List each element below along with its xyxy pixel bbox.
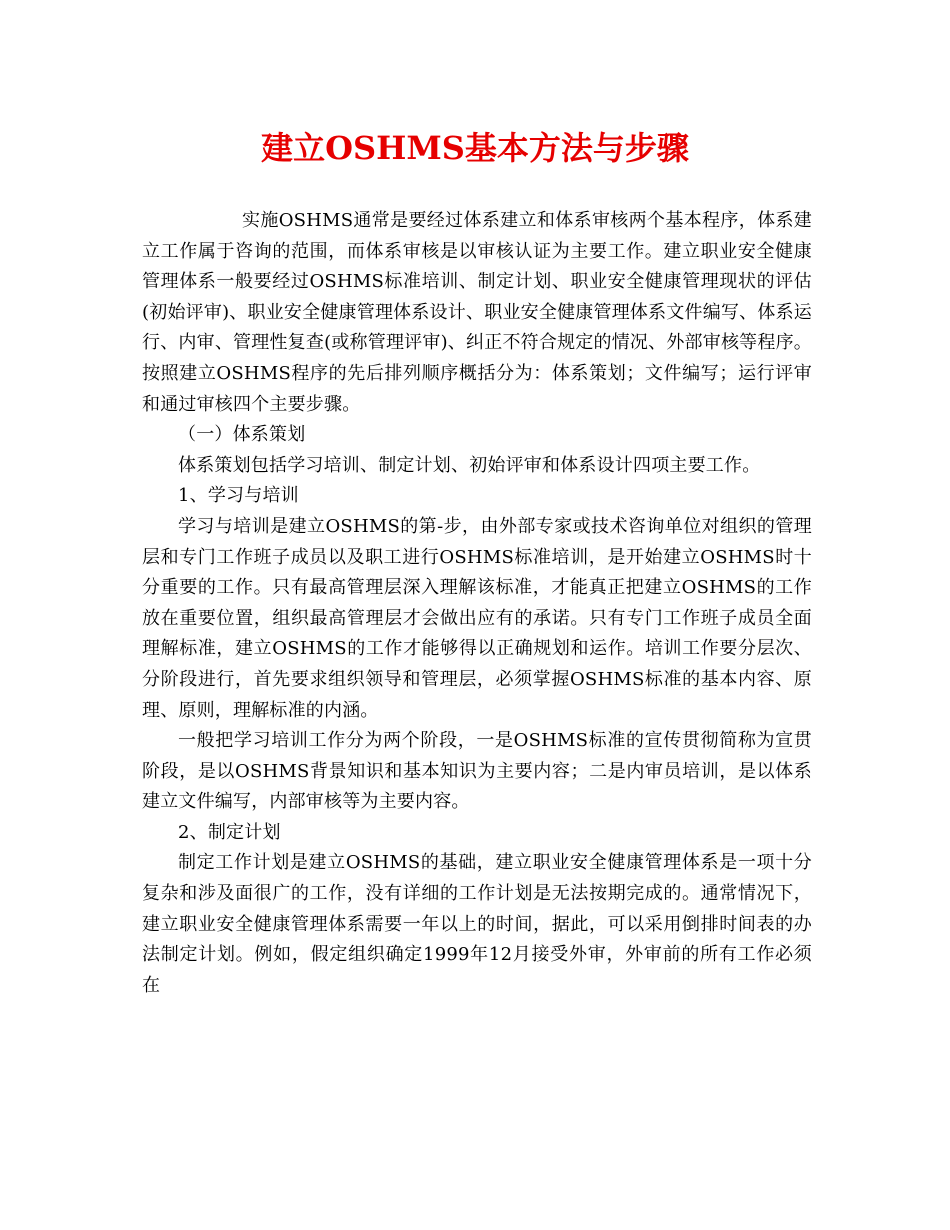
make-plan-paragraph: 制定工作计划是建立OSHMS的基础，建立职业安全健康管理体系是一项十分复杂和涉及面很广的工作，没有详细的工作计划是无法按期完成的。通常情况下，建立职业安全健康管理体系需要一年以上的时间，据此，可以采用倒排时间表的办法制定计划。例如，假定组织确定1999年12月接受外审，外审前的所有工作必须在 [142,852,812,996]
training-stages-paragraph: 一般把学习培训工作分为两个阶段，一是OSHMS标准的宣传贯彻简称为宣贯阶段，是以OSHMS背景知识和基本知识为主要内容；二是内审员培训，是以体系建立文件编写，内部审核等为主要内容。 [142,730,812,813]
document-title: 建立OSHMS基本方法与步骤 [261,129,689,167]
subheading-make-plan: 2、制定计划 [178,821,281,843]
subheading-study-training: 1、学习与培训 [178,485,299,507]
document-body [142,206,812,1001]
section-heading-planning: （一）体系策划 [178,424,306,446]
planning-summary-paragraph: 体系策划包括学习培训、制定计划、初始评审和体系设计四项主要工作。 [178,454,761,476]
study-training-paragraph: 学习与培训是建立OSHMS的第-步，由外部专家或技术咨询单位对组织的管理层和专门工作班子成员以及职工进行OSHMS标准培训，是开始建立OSHMS时十分重要的工作。只有最高管理层深入理解该标准，才能真正把建立OSHMS的工作放在重要位置，组织最高管理层才会做出应有的承诺。只有专门工作班子成员全面理解标准，建立OSHMS的工作才能够得以正确规划和运作。培训工作要分层次、分阶段进行，首先要求组织领导和管理层，必须掌握OSHMS标准的基本内容、原理、原则，理解标准的内涵。 [142,515,812,721]
intro-paragraph: 实施OSHMS通常是要经过体系建立和体系审核两个基本程序，体系建立工作属于咨询的范围，而体系审核是以审核认证为主要工作。建立职业安全健康管理体系一般要经过OSHMS标准培训、制定计划、职业安全健康管理现状的评估(初始评审)、职业安全健康管理体系设计、职业安全健康管理体系文件编写、体系运行、内审、管理性复查(或称管理评审)、纠正不符合规定的情况、外部审核等程序。按照建立OSHMS程序的先后排列顺序概括分为：体系策划；文件编写；运行评审和通过审核四个主要步骤。 [142,210,812,415]
